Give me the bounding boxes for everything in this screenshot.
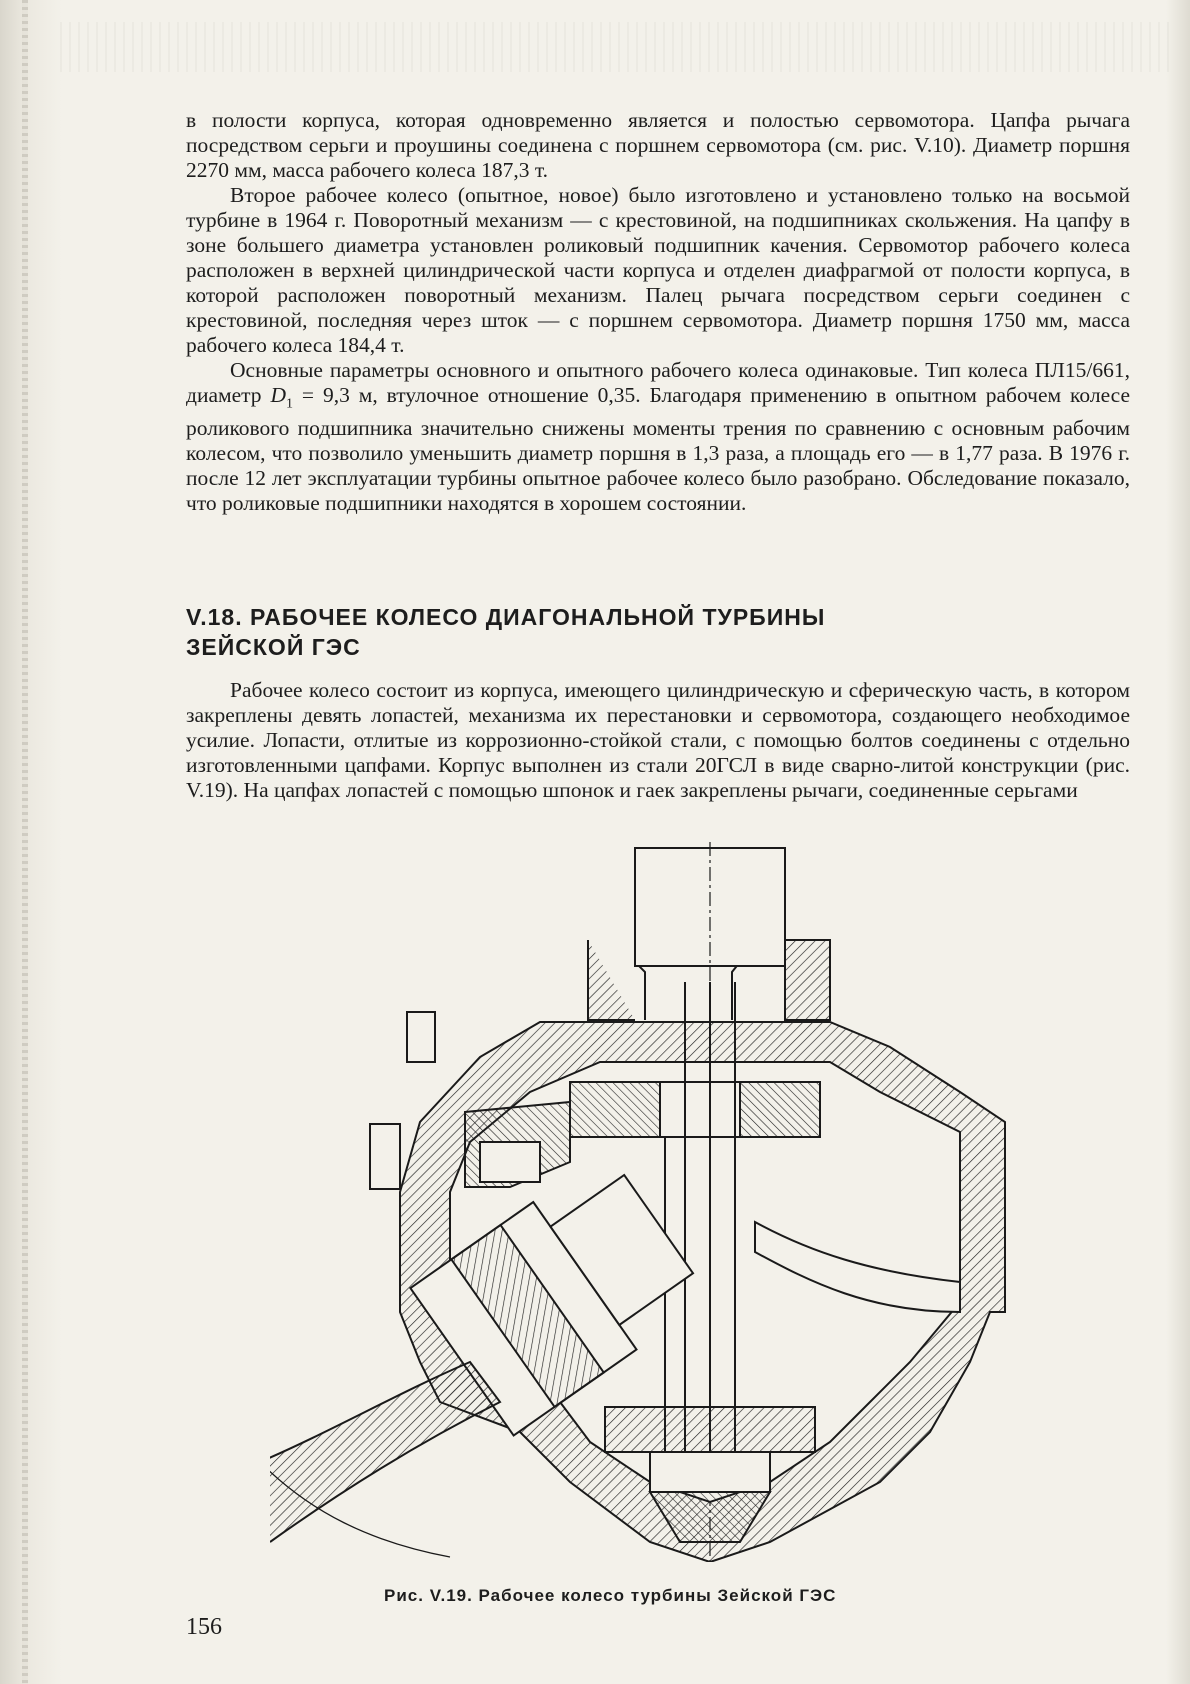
flange-right xyxy=(785,940,830,1020)
section-heading xyxy=(186,602,986,662)
paragraph-3 xyxy=(186,358,1130,516)
bolt-left xyxy=(370,1124,400,1189)
symbol-d-subscript: 1 xyxy=(286,396,293,412)
section-heading-line-2: ЗЕЙСКОЙ ГЭС xyxy=(186,634,361,660)
scan-noise-top xyxy=(60,22,1170,72)
body-text-bottom xyxy=(186,678,1130,803)
paragraph-3-part-b: = 9,3 м, втулочное отношение 0,35. Благодаря применению в опытном рабочем колесе роликового подшипника значительно снижены моменты трения по сравнению с основным рабочим колесом, что позволило уменьшить диаметр поршня в 1,3 раза, а площадь его — в 1,77 раза. В 1976 г. после 12 лет эксплуатации турбины опытное рабочее колесо было разобрано. Обследование показало, что роликовые подшипники находятся в хорошем состоянии. xyxy=(186,383,1131,516)
lever-pin xyxy=(480,1142,540,1182)
symbol-d: D xyxy=(270,383,286,407)
page-number: 156 xyxy=(186,1614,222,1640)
hub-bottom xyxy=(605,1407,815,1452)
scan-margin-left xyxy=(0,0,62,1684)
body-text-top xyxy=(186,108,1130,516)
paragraph-3-part-a: Основные параметры основного и опытного рабочего колеса одинаковые. Тип колеса ПЛ15/661, диаметр xyxy=(186,358,1130,407)
scan-margin-right xyxy=(1166,0,1190,1684)
bolt-upper xyxy=(407,1012,435,1062)
paragraph-4: Рабочее колесо состоит из корпуса, имеющего цилиндрическую и сферическую часть, в котором закреплены девять лопастей, механизма их перестановки и сервомотора, создающего необходимое усилие. Лопасти, отлитые из коррозионно-стойкой стали, с помощью болтов соединены с отдельно изготовленными цапфами. Корпус выполнен из стали 20ГСЛ в виде сварно-литой конструкции (рис. V.19). На цапфах лопастей с помощью шпонок и гаек закреплены рычаги, соединенные серьгами xyxy=(186,678,1130,802)
piston-center xyxy=(660,1082,740,1137)
blade-lower xyxy=(270,1362,500,1542)
section-heading-line-1: V.18. РАБОЧЕЕ КОЛЕСО ДИАГОНАЛЬНОЙ ТУРБИНЫ xyxy=(186,604,826,630)
paragraph-2: Второе рабочее колесо (опытное, новое) было изготовлено и установлено только на восьмой турбине в 1964 г. Поворотный механизм — с крестовиной, на подшипниках скольжения. На цапфу в зоне большего диаметра установлен роликовый подшипник качения. Сервомотор рабочего колеса расположен в верхней цилиндрической части корпуса и отделен диафрагмой от полости корпуса, в которой расположен поворотный механизм. Палец рычага посредством серьги соединен с крестовиной, последняя через шток — с поршнем сервомотора. Диаметр поршня 1750 мм, масса рабочего колеса 184,4 т. xyxy=(186,183,1130,357)
figure-caption: Рис. V.19. Рабочее колесо турбины Зейской ГЭС xyxy=(384,1586,837,1605)
flange-left xyxy=(588,940,635,1020)
turbine-runner-drawing xyxy=(270,842,1090,1562)
paragraph-1: в полости корпуса, которая одновременно является и полостью сервомотора. Цапфа рычага посредством серьги и проушины соединена с поршнем сервомотора (см. рис. V.10). Диаметр поршня 2270 мм, масса рабочего колеса 187,3 т. xyxy=(186,108,1130,182)
